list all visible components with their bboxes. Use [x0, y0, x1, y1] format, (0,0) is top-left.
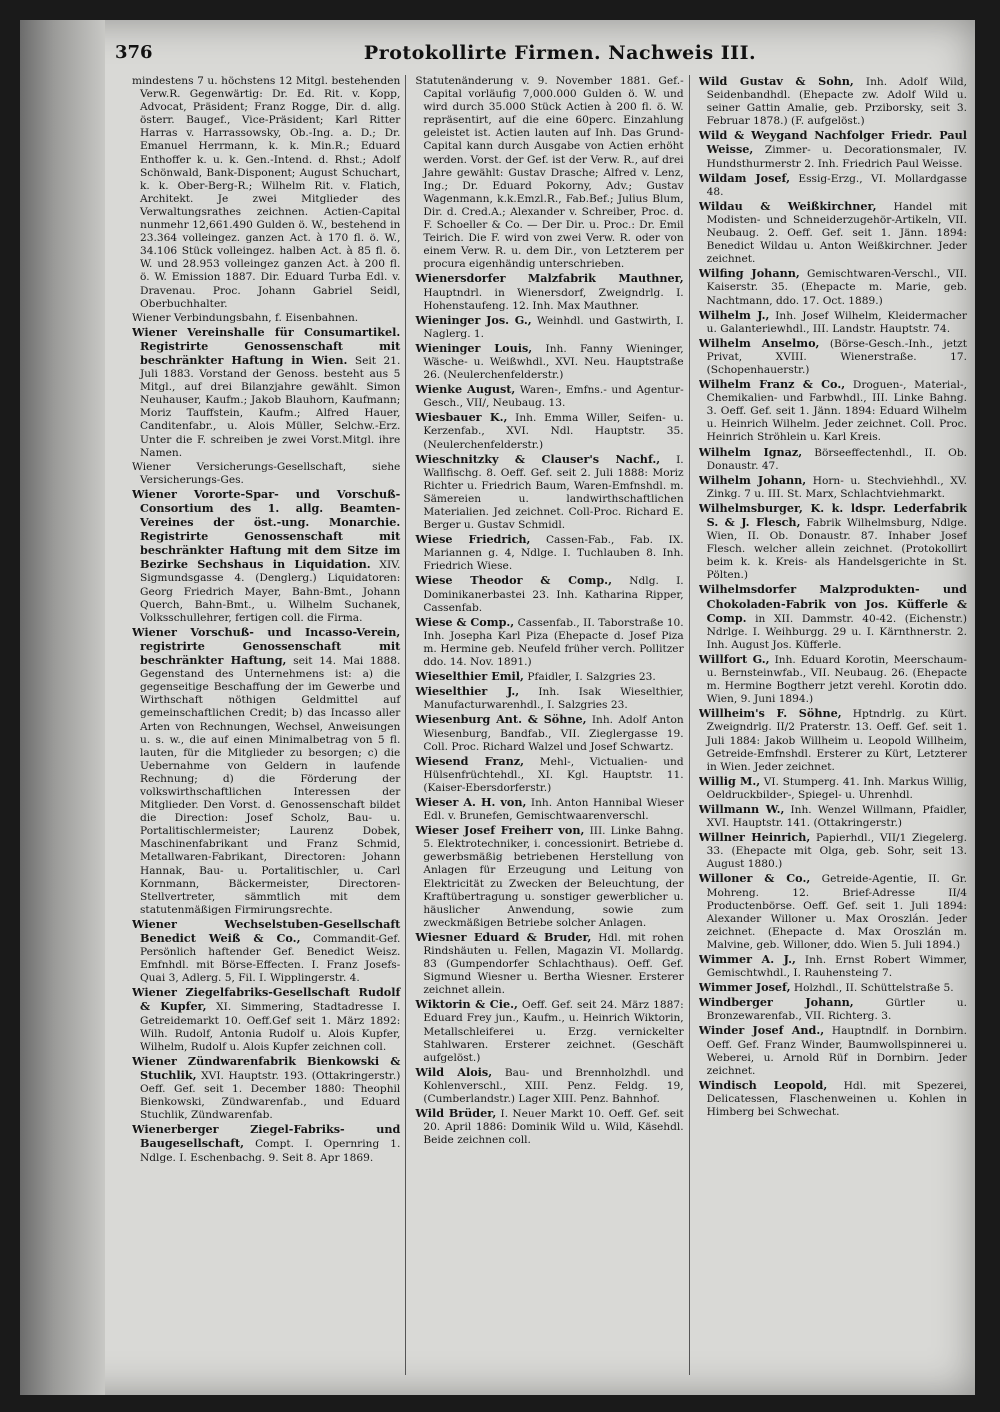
- directory-entry: [415, 685, 683, 712]
- directory-entry: [699, 337, 967, 377]
- directory-entry: [415, 75, 683, 271]
- directory-entry: [415, 314, 683, 341]
- column-2: [415, 75, 689, 1375]
- entry-text: Inh. Wenzel Willmann, Pfaidler, XVI. Hauptstr. 141. (Ottakringerstr.): [706, 803, 967, 830]
- firm-name: Wild Alois,: [415, 1064, 493, 1079]
- entry-text: Inh. Anton Hannibal Wieser Edl. v. Brunefen, Gemischtwaarenverschl.: [423, 796, 684, 823]
- directory-entry: [699, 200, 967, 266]
- firm-name: Wimmer Josef,: [698, 980, 791, 995]
- firm-name: Wiener Zündwarenfabrik Bienkowski & Stuchlik,: [132, 1053, 401, 1082]
- firm-name: Wiener Vororte-Spar- und Vorschuß-Consortium des 1. allg. Beamten-Vereines der öst.-ung. Monarchie. Registrirte Genossenschaft mit beschränkter Haftung mit dem Sitze im Bezirke Sechshaus in Liquidation.: [132, 486, 401, 572]
- firm-name: Wiener Ziegelfabriks-Gesellschaft Rudolf & Kupfer,: [132, 985, 401, 1014]
- directory-entry: [415, 453, 683, 533]
- directory-entry: [699, 803, 967, 830]
- entry-text: Weinhdl. und Gastwirth, I. Naglerg. 1.: [423, 314, 684, 340]
- firm-name: Wilhelm Anselmo,: [698, 335, 820, 350]
- entry-text: Hauptndrl. in Wienersdorf, Zweigndrlg. I. Hohenstaufeng. 12. Inh. Max Mauthner.: [423, 286, 684, 312]
- directory-entry: [415, 670, 683, 684]
- firm-name: Wieser Josef Freiherr von,: [415, 823, 585, 838]
- firm-name: Wilhelmsburger, K. k. ldspr. Lederfabrik S. & J. Flesch,: [698, 500, 967, 529]
- firm-name: Windisch Leopold,: [698, 1077, 828, 1092]
- directory-entry: [132, 1055, 400, 1122]
- firm-name: Wild Brüder,: [415, 1106, 497, 1121]
- directory-entry: [132, 488, 400, 625]
- firm-name: Willig M.,: [698, 773, 761, 788]
- entry-text: Holzhdl., II. Schüttelstraße 5.: [793, 982, 954, 995]
- directory-entry: [132, 918, 400, 985]
- entry-text: Hdl. mit rohen Rindshäuten u. Fellen, Magazin VI. Mollardg. 83 (Gumpendorfer Schlachthaus). Oeff. Gef. Sigmund Wiesner u. Bertha Wiesner. Ersterer zeichnet allein.: [423, 931, 684, 997]
- directory-entry: [699, 1079, 967, 1119]
- directory-entry: [699, 129, 967, 170]
- firm-name: Wiener Vorschuß- und Incasso-Verein, registrirte Genossenschaft mit beschränkter Haftung,: [132, 624, 401, 668]
- directory-entry: [415, 574, 683, 614]
- entry-text: XVI. Hauptstr. 193. (Ottakringerstr.) Oeff. Gef. seit 1. December 1880: Theophil Bienkowski, Zündwarenfab., und Eduard Stuchlik, Zündwarenfab.: [140, 1069, 401, 1122]
- directory-entry: [132, 312, 400, 325]
- firm-name: Wild & Weygand Nachfolger Friedr. Paul Weisse,: [698, 128, 967, 157]
- firm-name: Wildau & Weißkirchner,: [698, 198, 877, 213]
- entry-text: Cassenfab., II. Taborstraße 10. Inh. Josepha Karl Piza (Ehepacte d. Josef Piza m. Hermine geb. Neufeld früher verch. Pollitzer ddo. 14. Nov. 1891.): [423, 616, 684, 669]
- directory-entry: [699, 872, 967, 952]
- entry-text: Inh. Eduard Korotin, Meerschaum- u. Bernsteinwfab., VII. Neubaug. 26. (Ehepacte m. Hermine Bogtherr jetzt verehl. Korotin ddo. Wien, 9. Juni 1894.): [706, 653, 967, 706]
- firm-name: Wilhelm Franz & Co.,: [698, 377, 846, 392]
- directory-entry: [132, 75, 400, 311]
- firm-name: Willner Heinrich,: [698, 830, 811, 845]
- directory-entry: [699, 267, 967, 307]
- running-head: Protokollirte Firmen. Nachweis III.: [363, 42, 757, 64]
- page-number: 376: [115, 42, 153, 63]
- entry-text: I. Wallfischg. 8. Oeff. Gef. seit 2. Juli 1888: Moriz Richter u. Friedrich Baum, Waren-Emfnshdl. m. Sämereien u. landwirthschaftlichen Materialien. Jed zeichnet. Coll-Proc. Richard E. Berger u. Gustav Schmidl.: [423, 453, 684, 532]
- entry-text: I. Neuer Markt 10. Oeff. Gef. seit 20. April 1886: Dominik Wild u. Wild, Käsehdl. Beide zeichnen coll.: [423, 1108, 684, 1147]
- entry-text: seit 14. Mai 1888. Gegenstand des Unternehmens ist: a) die gegenseitige Beschaffung der im Gewerbe und Wirthschaft nöthigen Geldmittel auf gemeinschaftlichen Credit; b) das Incasso aller Arten von Rechnungen, Wechsel, Anweisungen u. s. w., die auf einen Minimalbetrag von 5 fl. lauten, für die Mitglieder zu besorgen; c) die Uebernahme von Geldern in laufende Rechnung; d) die Förderung der volkswirthschaftlichen Interessen der Mitglieder. Den Vorst. d. Genossenschaft bildet die Direction: Josef Scholz, Bau- u. Portalitischlermeister; Laurenz Dobek, Maschinenfabrikant und Franz Schmid, Metallwaren-Fabrikant, Directoren: Johann Hannak, Bau- u. Portalitischler, u. Carl Kornmann, Bäckermeister, Directoren-Stellvertreter, sämmtlich mit dem statutenmäßigen Firmirungsrechte.: [140, 655, 401, 916]
- directory-entry: [699, 1024, 967, 1077]
- directory-entry: [415, 755, 683, 795]
- entry-text: Waren-, Emfns.- und Agentur-Gesch., VII/, Neubaug. 13.: [423, 384, 684, 410]
- entry-text: Cassen-Fab., Fab. IX. Mariannen g. 4, Ndlge. I. Tuchlauben 8. Inh. Friedrich Wiese.: [423, 534, 684, 573]
- directory-entry: [415, 616, 683, 669]
- binding-gutter: [20, 20, 105, 1395]
- firm-name: Wieselthier Emil,: [415, 669, 524, 684]
- entry-text: Gemischtwaren-Verschl., VII. Kaiserstr. 35. (Ehepacte m. Marie, geb. Nachtmann, ddo. 17. Oct. 1889.): [706, 268, 967, 307]
- directory-entry: [699, 446, 967, 473]
- entry-text: Droguen-, Material-, Chemikalien- und Farbwhdl., III. Linke Bahng. 3. Oeff. Gef. seit 1. Jänn. 1894: Eduard Wilhelm u. Heinrich Wilhelm. Jeder zeichnet. Coll. Proc. Heinrich Ströhlein u. Karl Kreis.: [706, 379, 967, 444]
- directory-entry: [699, 172, 967, 199]
- directory-entry: [699, 996, 967, 1023]
- entry-text: Compt. I. Opernring 1. Ndlge. I. Eschenbachg. 9. Seit 8. Apr 1869.: [140, 1138, 401, 1164]
- entry-text: Börseeffectenhdl., II. Ob. Donaustr. 47.: [706, 446, 967, 472]
- firm-name: Wienerberger Ziegel-Fabriks- und Baugesellschaft,: [132, 1122, 401, 1151]
- firm-name: Wiener Wechselstuben-Gesellschaft Benedict Weiß & Co.,: [132, 916, 401, 945]
- entry-text: Fabrik Wilhelmsburg, Ndlge. Wien, II. Ob. Donaustr. 87. Inhaber Josef Flesch. welcher allein zeichnet. (Protokollirt beim k. k. Kreis- als Handelsgerichte in St. Pölten.): [706, 517, 967, 582]
- entry-text: Inh. Emma Willer, Seifen- u. Kerzenfab., XVI. Ndl. Hauptstr. 35. (Neulerchenfelderstr.): [423, 412, 684, 451]
- directory-entry: [415, 272, 683, 312]
- entry-text: Pfaidler, I. Salzgries 23.: [527, 671, 656, 684]
- entry-text: Hptndrlg. zu Kürt. Zweigndrlg. II/2 Praterstr. 13. Oeff. Gef. seit 1. Juli 1884: Jakob Willheim u. Leopold Willheim, Getreide-Emfnshdl. Ersterer zu Kürt, Letzterer in Wien. Jeder zeichnet.: [706, 708, 967, 773]
- directory-entry: [132, 461, 400, 487]
- scanned-page: [20, 20, 975, 1395]
- entry-text: VI. Stumperg. 41. Inh. Markus Willig, Oeldruckbilder-, Spiegel- u. Uhrenhdl.: [706, 775, 967, 801]
- firm-name: Wieninger Jos. G.,: [415, 312, 532, 327]
- entry-text: Inh. Isak Wieselthier, Manufacturwarenhdl., I. Salzgries 23.: [423, 686, 684, 712]
- entry-text: Mehl-, Victualien- und Hülsenfrüchtehdl., XI. Kgl. Hauptstr. 11. (Kaiser-Ebersdorferstr.): [423, 755, 684, 794]
- column-3: [699, 75, 967, 1375]
- entry-text: XIV. Sigmundsgasse 4. (Denglerg.) Liquidatoren: Georg Friedrich Mayer, Bahn-Bmt., Johann Querch, Bahn-Bmt., u. Wilhelm Suchanek, Volksschullehrer, fertigen coll. die Firma.: [140, 559, 401, 624]
- firm-name: Wiktorin & Cie.,: [415, 997, 518, 1012]
- firm-name: Willfort G.,: [698, 651, 770, 666]
- directory-entry: [415, 713, 683, 753]
- directory-entry: [415, 342, 683, 382]
- directory-entry: [415, 383, 683, 410]
- entry-text: Gürtler u. Bronzewarenfab., VII. Richterg. 3.: [706, 997, 967, 1023]
- entry-text: Inh. Josef Wilhelm, Kleidermacher u. Galanteriewhdl., III. Landstr. Hauptstr. 74.: [706, 309, 967, 335]
- text-columns: [132, 75, 967, 1375]
- firm-name: Winder Josef And.,: [698, 1023, 825, 1038]
- directory-entry: [415, 533, 683, 573]
- entry-text: Inh. Ernst Robert Wimmer, Gemischtwhdl., I. Rauhensteing 7.: [706, 954, 967, 980]
- entry-text: Wiener Verbindungsbahn, f. Eisenbahnen.: [132, 311, 359, 324]
- entry-text: Hauptndlf. in Dornbirn. Oeff. Gef. Franz Winder, Baumwollspinnerei u. Weberei, u. Arnold Rüf in Dornbirn. Jeder zeichnet.: [706, 1025, 967, 1077]
- firm-name: Wiesbauer K.,: [415, 410, 508, 425]
- directory-entry: [699, 953, 967, 980]
- firm-name: Wiese Theodor & Comp.,: [415, 573, 612, 588]
- entry-text: III. Linke Bahng. 5. Elektrotechniker, i. concessionirt. Betriebe d. gewerbsmäßig betriebenen Herstellung von Anlagen für Erzeugung und Leitung von Elektricität zu Zwecken der Beleuchtung, der Kraftübertragung u. sonstiger gewerblicher u. häuslicher Anwendung, sowie zum zweckmäßigen Betriebe solcher Anlagen.: [423, 825, 684, 929]
- firm-name: Wienersdorfer Malzfabrik Mauthner,: [415, 271, 684, 286]
- directory-entry: [415, 931, 683, 997]
- firm-name: Wiener Vereinshalle für Consumartikel. Registrirte Genossenschaft mit beschränkter Haftung in Wien.: [132, 324, 401, 367]
- firm-name: Wilhelm Ignaz,: [698, 444, 803, 459]
- firm-name: Wieselthier J.,: [415, 684, 520, 699]
- directory-entry: [699, 502, 967, 583]
- directory-entry: [415, 796, 683, 823]
- entry-text: Statutenänderung v. 9. November 1881. Gef.-Capital vorläufig 7,000.000 Gulden ö. W. und wird durch 35.000 Stück Actien à 200 fl. ö. W. repräsentirt, auf die eine 60perc. Einzahlung geleistet ist. Actien lauten auf Inh. Das Grund-Capital kann durch Ausgabe von Actien erhöht werden. Vorst. der Gef. ist der Verw. R., auf drei Jahre gewählt: Gustav Drasche; Alfred v. Lenz, Ing.; Dr. Eduard Pokorny, Adv.; Gustav Wagenmann, k.k.Emzl.R., Fab.Bef.; Julius Blum, Dir. d. Cred.A.; Alexander v. Schreiber, Proc. d. F. Schoeller & Co. — Der Dir. u. Proc.: Dr. Emil Teirich. Die F. wird von zwei Verw. R. oder von einem Verw. R. u. dem Dir., von Letzterem per procura eigenhändig unterschrieben.: [415, 75, 684, 271]
- entry-text: Handel mit Modisten- und Schneiderzugehör-Artikeln, VII. Neubaug. 2. Oeff. Gef. seit 1. Jänn. 1894: Benedict Wildau u. Anton Weißkirchner. Jeder zeichnet.: [706, 200, 967, 266]
- entry-text: Wiener Versicherungs-Gesellschaft, siehe Versicherungs-Ges.: [132, 460, 401, 486]
- directory-entry: [415, 998, 683, 1064]
- firm-name: Wilhelm Johann,: [698, 472, 807, 487]
- firm-name: Wildam Josef,: [698, 170, 790, 185]
- firm-name: Willheim's F. Söhne,: [698, 706, 842, 721]
- entry-text: Essig-Erzg., VI. Mollardgasse 48.: [706, 172, 967, 198]
- firm-name: Wieschnitzky & Clauser's Nachf.,: [415, 451, 661, 466]
- directory-entry: [699, 775, 967, 802]
- entry-text: (Börse-Gesch.-Inh., jetzt Privat, XVIII. Wienerstraße. 17. (Schopenhauerstr.): [706, 337, 967, 376]
- firm-name: Willoner & Co.,: [698, 871, 811, 886]
- entry-text: Inh. Adolf Wild, Seidenbandhdl. (Ehepacte zw. Adolf Wild u. seiner Gattin Amalie, geb. Prziborsky, seit 3. Februar 1878.) (F. aufgelöst.): [706, 76, 967, 128]
- entry-text: Ndlg. I. Dominikanerbastei 23. Inh. Katharina Ripper, Cassenfab.: [423, 575, 684, 614]
- entry-text: in XII. Dammstr. 40-42. (Eichenstr.) Ndrlge. I. Weihburgg. 29 u. I. Kärnthnerstr. 2. Inh. August Jos. Küfferle.: [706, 612, 967, 651]
- directory-entry: [699, 583, 967, 651]
- firm-name: Wiese Friedrich,: [415, 532, 531, 547]
- entry-text: Inh. Fanny Wieninger, Wäsche- u. Weißwhdl., XVI. Neu. Hauptstraße 26. (Neulerchenfelderstr.): [423, 342, 684, 382]
- directory-entry: [699, 474, 967, 501]
- entry-text: Papierhdl., VII/1 Ziegelerg. 33. (Ehepacte mit Olga, geb. Sohr, seit 13. August 1880.): [706, 832, 967, 871]
- entry-text: Oeff. Gef. seit 24. März 1887: Eduard Frey jun., Kaufm., u. Heinrich Wiktorin, Metallschleiferei u. Erzg. vernickelter Stahlwaren. Ersterer zeichnet. (Geschäft aufgelöst.): [423, 999, 684, 1064]
- entry-text: Seit 21. Juli 1883. Vorstand der Genoss. besteht aus 5 Mitgl., auf drei Bilanzjahre gewählt. Simon Neuhauser, Kaufm.; Jakob Blauhorn, Kaufmann; Moriz Tauffstein, Kaufm.; Alfred Hauer, Canditenfabr., u. Alois Müller, Selchw.-Erz. Unter die F. schreiben je zwei Vorst.Mitgl. ihre Namen.: [140, 354, 401, 459]
- directory-entry: [132, 986, 400, 1053]
- firm-name: Wilhelmsdorfer Malzprodukten- und Chokoladen-Fabrik von Jos. Küfferle & Comp.: [698, 582, 967, 625]
- firm-name: Wieser A. H. von,: [415, 794, 527, 809]
- firm-name: Windberger Johann,: [698, 995, 854, 1010]
- directory-entry: [699, 831, 967, 871]
- firm-name: Wiesend Franz,: [415, 753, 524, 768]
- directory-entry: [699, 378, 967, 444]
- firm-name: Wiesenburg Ant. & Söhne,: [415, 712, 587, 727]
- firm-name: Wimmer A. J.,: [698, 952, 796, 966]
- entry-text: Bau- und Brennholzhdl. und Kohlenverschl., XIII. Penz. Feldg. 19, (Cumberlandstr.) Lager XIII. Penz. Bahnhof.: [423, 1066, 684, 1106]
- entry-text: Horn- u. Stechviehhdl., XV. Zinkg. 7 u. III. St. Marx, Schlachtviehmarkt.: [706, 474, 967, 500]
- firm-name: Wild Gustav & Sohn,: [698, 75, 854, 88]
- entry-text: Getreide-Agentie, II. Gr. Mohreng. 12. Brief-Adresse II/4 Productenbörse. Oeff. Gef. seit 1. Juli 1894: Alexander Willoner u. Max Oroszlán. Jeder zeichnet. (Ehepacte d. Max Oroszlán m. Malvine, geb. Willoner, ddo. Wien 5. Juli 1894.): [706, 873, 967, 951]
- column-1: [132, 75, 406, 1375]
- directory-entry: [699, 707, 967, 773]
- firm-name: Willmann W.,: [698, 801, 785, 816]
- directory-entry: [415, 411, 683, 451]
- directory-entry: [415, 1066, 683, 1106]
- directory-entry: [699, 981, 967, 995]
- directory-entry: [132, 1123, 400, 1164]
- firm-name: Wienke August,: [415, 382, 516, 397]
- directory-entry: [699, 309, 967, 336]
- entry-text: Commandit-Gef. Persönlich haftender Gef. Benedict Weisz. Emfnhdl. mit Börse-Effecten. I. Franz Josefs-Quai 3, Adlerg. 5, Fil. I. Wipplingerstr. 4.: [140, 933, 401, 985]
- firm-name: Wilfing Johann,: [698, 266, 800, 281]
- directory-entry: [132, 626, 400, 917]
- firm-name: Wilhelm J.,: [698, 307, 770, 322]
- directory-entry: [699, 653, 967, 706]
- entry-text: Hdl. mit Spezerei, Delicatessen, Flaschenweinen u. Kohlen in Himberg bei Schwechat.: [706, 1079, 967, 1119]
- directory-entry: [415, 1107, 683, 1147]
- directory-entry: [415, 824, 683, 930]
- entry-text: Zimmer- u. Decorationsmaler, IV. Hundsthurmerstr 2. Inh. Friedrich Paul Weisse.: [706, 144, 967, 170]
- firm-name: Wiese & Comp.,: [415, 614, 515, 629]
- entry-text: Inh. Adolf Anton Wiesenburg, Bandfab., VII. Zieglergasse 19. Coll. Proc. Richard Walzel und Josef Schwartz.: [423, 714, 684, 753]
- firm-name: Wieninger Louis,: [415, 340, 533, 355]
- directory-entry: [699, 75, 967, 128]
- directory-entry: [132, 326, 400, 460]
- entry-text: mindestens 7 u. höchstens 12 Mitgl. bestehenden Verw.R. Gegenwärtig: Dr. Ed. Rit. v. Kopp, Advocat, Präsident; Franz Rogge, Dir. d. allg. österr. Baugef., Vice-Präsident; Karl Ritter Harras v. Harrassowsky, Ob.-Ing. a. D.; Dr. Emanuel Herrmann, k. k. Min.R.; Eduard Enthoffer k. u. k. Gen.-Intend. d. Rhst.; Adolf Schönwald, Bank-Disponent; August Schuchart, k. k. Ober-Berg-R.; Wilhelm Rit. v. Flatich, Architekt. Je zwei Mitglieder des Verwaltungsrathes zeichnen. Actien-Capital nunmehr 12,661.490 Gulden ö. W., bestehend in 23.364 volleingez. ganzen Act. à 170 fl. ö. W., 34.106 Stück volleingez. halben Act. à 85 fl. ö. W. und 28.953 volleingez ganzen Act. à 200 fl. ö. W. Emission 1887. Dir. Eduard Turba Edl. v. Dravenau. Proc. Johann Gabriel Seidl, Oberbuchhalter.: [132, 75, 401, 310]
- firm-name: Wiesner Eduard & Bruder,: [415, 929, 592, 944]
- entry-text: XI. Simmering, Stadtadresse I. Getreidemarkt 10. Oeff.Gef seit 1. März 1892: Wilh. Rudolf, Antonia Rudolf u. Alois Kupfer, Wilhelm, Rudolf u. Alois Kupfer zeichnen coll.: [140, 1001, 401, 1053]
